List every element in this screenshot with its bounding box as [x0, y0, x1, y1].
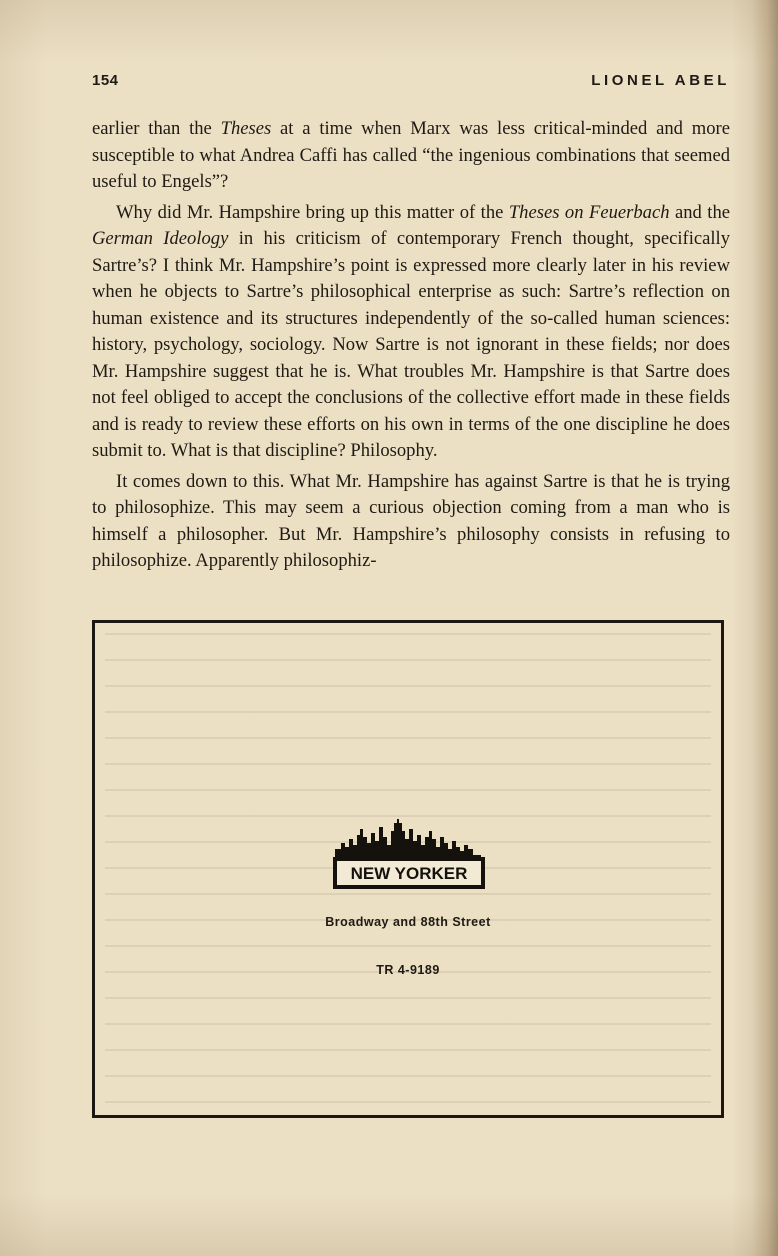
text-run: and the [669, 201, 730, 223]
paragraph-3 [92, 469, 730, 575]
skyline-logo-icon [331, 819, 491, 893]
text-run: Why did Mr. Hampshire bring up this matter of the [116, 201, 509, 223]
new-yorker-logo [331, 819, 491, 893]
running-head-author: LIONEL ABEL [591, 72, 730, 89]
text-run: earlier than the [92, 118, 221, 139]
logo-text: NEW YORKER [350, 864, 468, 883]
advertisement-address: Broadway and 88th Street [325, 915, 491, 929]
page-header [92, 70, 730, 96]
body-text [92, 116, 730, 579]
italic-title: Theses [220, 118, 272, 139]
advertisement-box [92, 620, 724, 1118]
italic-title: Theses on Feuerbach [508, 201, 670, 223]
text-run: It comes down to this. What Mr. Hampshire has against Sartre is that he is trying to philosophize. This may seem a curious objection coming from a man who is himself a philosopher. But Mr. Hampshire’s philosophy consists in refusing to philosophize. Apparently philosophiz- [92, 470, 730, 571]
italic-title: German Ideology [92, 228, 229, 249]
paragraph-1 [92, 116, 730, 196]
page-number: 154 [92, 72, 119, 89]
text-run: in his criticism of contemporary French thought, specifically Sartre’s? I think Mr. Hampshire’s point is expressed more clearly later in his review when he objects to Sartre’s philosophical enterprise as such: Sartre’s reflection on human existence and its structures independently of the so-called human sciences: history, psychology, sociology. Now Sartre is not ignorant in these fields; nor does Mr. Hampshire suggest that he is. What troubles Mr. Hampshire is that Sartre does not feel obliged to accept the conclusions of the collective effort made in these fields and is ready to review these efforts on his own in terms of the one discipline he does submit to. What is that discipline? Philosophy. [92, 228, 731, 461]
advertisement-phone: TR 4-9189 [376, 963, 440, 977]
paragraph-2 [92, 200, 730, 465]
text-run: at a time when Marx was less critical-minded and more susceptible to what Andrea Caffi has called “the ingenious combinations that seemed useful to Engels”? [92, 118, 730, 192]
page-edge-shadow [752, 0, 778, 1256]
